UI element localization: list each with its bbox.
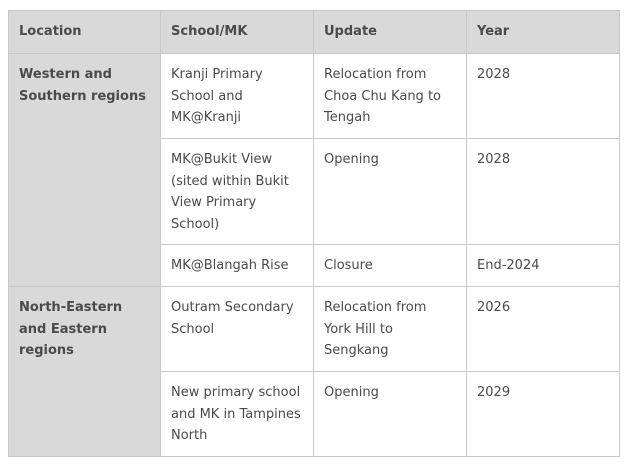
- year-cell: 2029: [467, 372, 620, 457]
- region-cell-western-southern: Western and Southern regions: [9, 54, 161, 287]
- school-updates-table-container: [8, 10, 619, 457]
- school-cell: Kranji Primary School and MK@Kranji: [161, 54, 314, 139]
- update-cell: Relocation from Choa Chu Kang to Tengah: [314, 54, 467, 139]
- year-cell: 2026: [467, 287, 620, 372]
- update-cell: Opening: [314, 372, 467, 457]
- table-row: [9, 287, 620, 372]
- table-row: [9, 54, 620, 139]
- school-cell: MK@Blangah Rise: [161, 245, 314, 287]
- update-cell: Closure: [314, 245, 467, 287]
- year-cell: 2028: [467, 54, 620, 139]
- region-cell-north-eastern-eastern: North-Eastern and Eastern regions: [9, 287, 161, 457]
- school-cell: Outram Secondary School: [161, 287, 314, 372]
- header-location: Location: [9, 11, 161, 54]
- school-cell: MK@Bukit View (sited within Bukit View Primary School): [161, 139, 314, 245]
- update-cell: Relocation from York Hill to Sengkang: [314, 287, 467, 372]
- update-cell: Opening: [314, 139, 467, 245]
- header-year: Year: [467, 11, 620, 54]
- header-update: Update: [314, 11, 467, 54]
- school-cell: New primary school and MK in Tampines North: [161, 372, 314, 457]
- year-cell: 2028: [467, 139, 620, 245]
- header-school-mk: School/MK: [161, 11, 314, 54]
- table-header-row: [9, 11, 620, 54]
- school-updates-table: [8, 10, 620, 457]
- year-cell: End-2024: [467, 245, 620, 287]
